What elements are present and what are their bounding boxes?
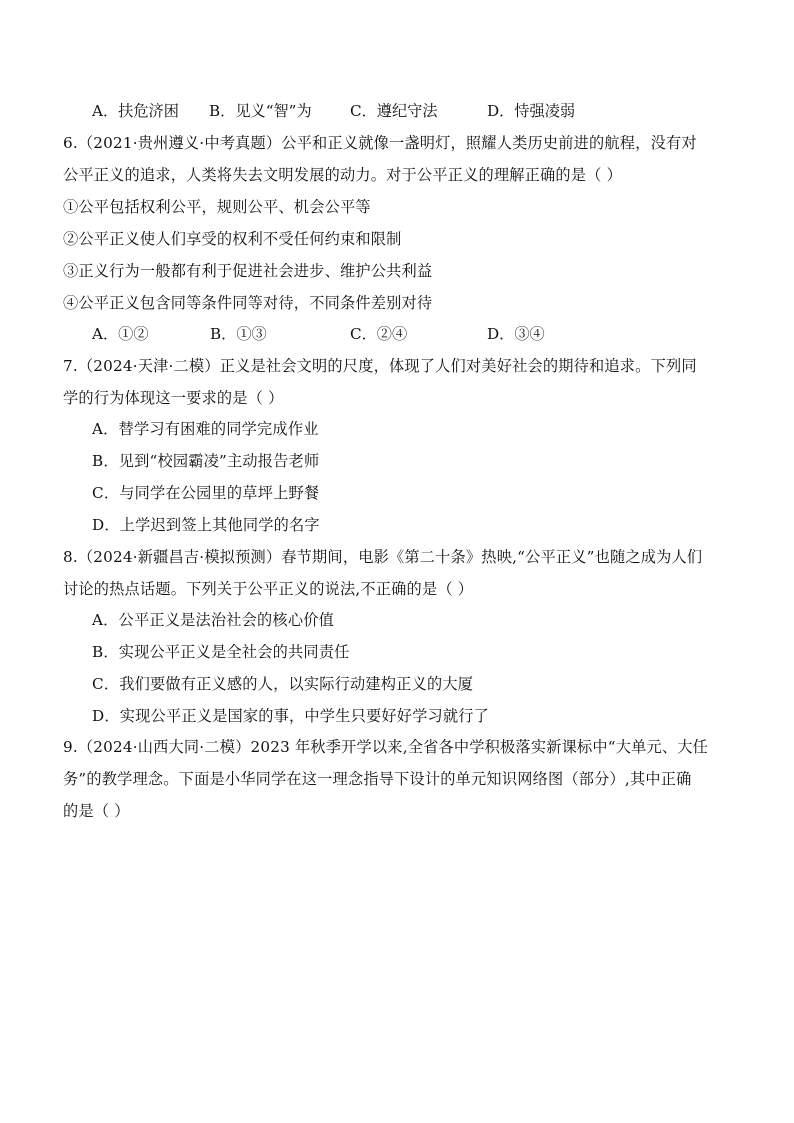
q8-option-c: C．我们要做有正义感的人，以实际行动建构正义的大厦 — [92, 675, 474, 693]
q8-stem-line2: 讨论的热点话题。下列关于公平正义的说法,不正确的是（ ） — [63, 580, 474, 598]
q5-option-d: D．恃强凌弱 — [487, 102, 576, 120]
q7-option-c: C．与同学在公园里的草坪上野餐 — [92, 484, 320, 502]
q6-statement-4: ④公平正义包含同等条件同等对待，不同条件差别对待 — [63, 294, 433, 312]
q6-option-d: D．③④ — [487, 325, 545, 343]
q7-option-d: D．上学迟到签上其他同学的名字 — [92, 516, 320, 534]
q6-option-a: A．①② — [92, 325, 149, 343]
q9-stem-line1: 9.（2024·山西大同·二模）2023 年秋季开学以来,全省各中学积极落实新课标中“大单元、大任 — [63, 738, 709, 756]
q6-statement-1: ①公平包括权利公平，规则公平、机会公平等 — [63, 198, 371, 216]
q7-option-b: B．见到“校园霸凌”主动报告老师 — [92, 452, 320, 470]
q6-statement-3: ③正义行为一般都有利于促进社会进步、维护公共利益 — [63, 262, 433, 280]
q8-option-d: D．实现公平正义是国家的事，中学生只要好好学习就行了 — [92, 707, 490, 725]
q8-stem-line1: 8.（2024·新疆昌吉·模拟预测）春节期间，电影《第二十条》热映,“公平正义”也随之成为人们 — [63, 548, 703, 566]
q6-stem-line1: 6.（2021·贵州遵义·中考真题）公平和正义就像一盏明灯，照耀人类历史前进的航程，没有对 — [63, 134, 697, 152]
q8-option-b: B．实现公平正义是全社会的共同责任 — [92, 643, 350, 661]
q9-stem-line3: 的是（ ） — [63, 802, 130, 820]
q8-option-a: A．公平正义是法治社会的核心价值 — [92, 611, 334, 629]
q5-option-a: A．扶危济困 — [92, 102, 179, 120]
q5-option-c: C．遵纪守法 — [350, 102, 438, 120]
q7-stem-line1: 7.（2024·天津·二模）正义是社会文明的尺度，体现了人们对美好社会的期待和追求。下列同 — [63, 357, 697, 375]
q6-stem-line2: 公平正义的追求，人类将失去文明发展的动力。对于公平正义的理解正确的是（ ） — [63, 166, 622, 184]
q9-stem-line2: 务”的教学理念。下面是小华同学在这一理念指导下设计的单元知识网络图（部分）,其中正确 — [63, 770, 692, 788]
q6-statement-2: ②公平正义使人们享受的权利不受任何约束和限制 — [63, 230, 402, 248]
q7-option-a: A．替学习有困难的同学完成作业 — [92, 420, 319, 438]
q7-stem-line2: 学的行为体现这一要求的是（ ） — [63, 389, 284, 407]
q5-option-b: B．见义“智”为 — [209, 102, 312, 120]
q6-option-c: C．②④ — [350, 325, 408, 343]
q6-option-b: B．①③ — [210, 325, 267, 343]
